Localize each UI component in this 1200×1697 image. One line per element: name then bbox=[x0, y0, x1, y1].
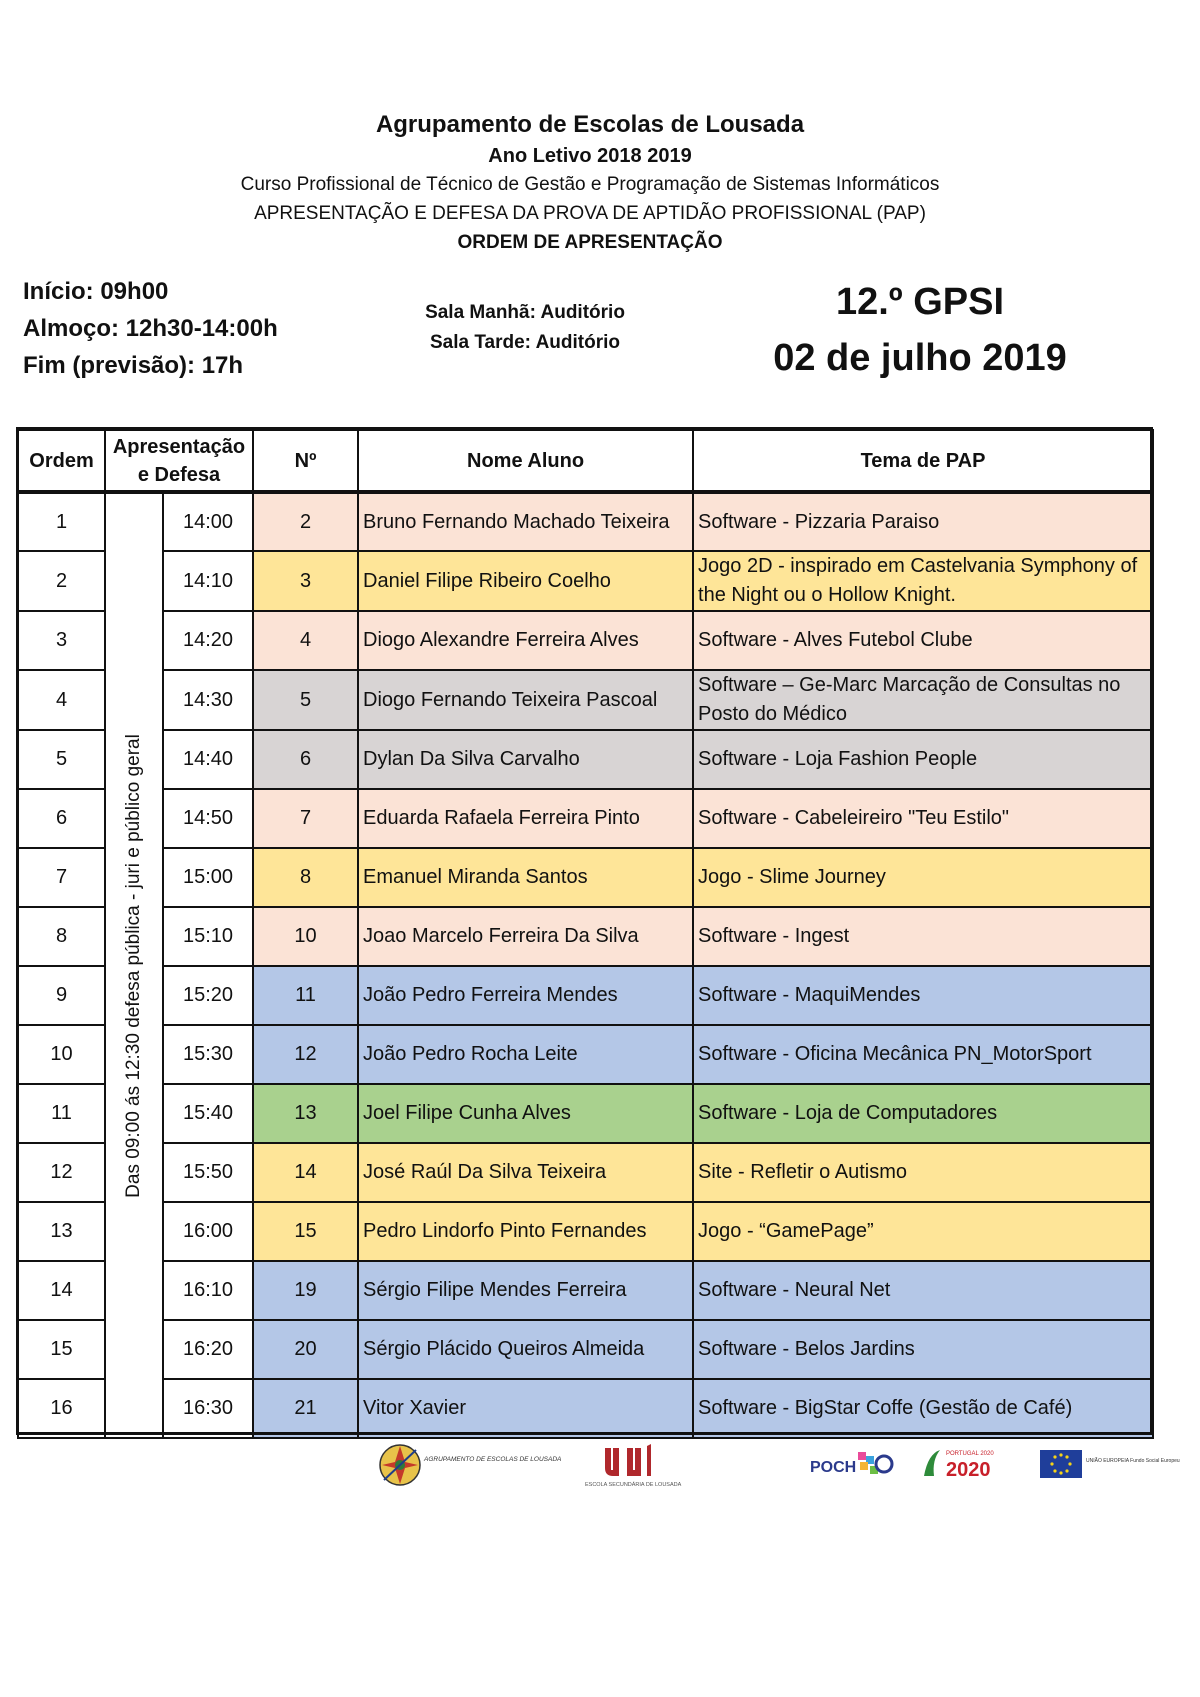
number-cell: 21 bbox=[253, 1379, 358, 1438]
number-cell: 13 bbox=[253, 1084, 358, 1143]
table-row bbox=[18, 1261, 1153, 1320]
number-cell: 3 bbox=[253, 551, 358, 611]
order-cell: 12 bbox=[18, 1143, 105, 1202]
number-cell: 12 bbox=[253, 1025, 358, 1084]
order-cell: 13 bbox=[18, 1202, 105, 1261]
table-row bbox=[18, 789, 1153, 848]
schedule-info bbox=[23, 273, 278, 384]
time-cell: 16:30 bbox=[163, 1379, 253, 1438]
time-cell: 14:40 bbox=[163, 730, 253, 789]
student-name-cell: José Raúl Da Silva Teixeira bbox=[358, 1143, 693, 1202]
order-cell: 7 bbox=[18, 848, 105, 907]
order-title: ORDEM DE APRESENTAÇÃO bbox=[457, 232, 723, 253]
theme-cell: Software - Loja Fashion People bbox=[693, 730, 1153, 789]
student-name-cell: Daniel Filipe Ribeiro Coelho bbox=[358, 551, 693, 611]
time-cell: 16:20 bbox=[163, 1320, 253, 1379]
theme-cell: Software - BigStar Coffe (Gestão de Café) bbox=[693, 1379, 1153, 1438]
theme-cell: Software - Oficina Mecânica PN_MotorSport bbox=[693, 1025, 1153, 1084]
time-cell: 14:50 bbox=[163, 789, 253, 848]
escola-secundaria-emblem-icon bbox=[585, 1442, 705, 1490]
logo-strip bbox=[0, 1440, 1200, 1500]
student-name-cell: Diogo Fernando Teixeira Pascoal bbox=[358, 670, 693, 730]
number-cell: 10 bbox=[253, 907, 358, 966]
table-row bbox=[18, 1379, 1153, 1438]
table-row bbox=[18, 492, 1153, 551]
time-cell: 15:40 bbox=[163, 1084, 253, 1143]
end-time: Fim (previsão): 17h bbox=[23, 352, 244, 379]
agrupamento-logo-text: AGRUPAMENTO DE ESCOLAS DE LOUSADA bbox=[424, 1456, 562, 1463]
theme-cell: Software - MaquiMendes bbox=[693, 966, 1153, 1025]
eu-flag-icon bbox=[1040, 1450, 1180, 1480]
theme-cell: Software - Neural Net bbox=[693, 1261, 1153, 1320]
header-student: Nome Aluno bbox=[358, 430, 693, 492]
time-cell: 15:20 bbox=[163, 966, 253, 1025]
header-order: Ordem bbox=[18, 430, 105, 492]
agrupamento-logo bbox=[378, 1440, 562, 1490]
portugal2020-logo bbox=[920, 1446, 1016, 1482]
student-name-cell: João Pedro Ferreira Mendes bbox=[358, 966, 693, 1025]
table-row bbox=[18, 1320, 1153, 1379]
order-cell: 10 bbox=[18, 1025, 105, 1084]
order-cell: 15 bbox=[18, 1320, 105, 1379]
student-name-cell: Dylan Da Silva Carvalho bbox=[358, 730, 693, 789]
time-cell: 14:00 bbox=[163, 492, 253, 551]
portugal2020-emblem-icon bbox=[920, 1446, 1016, 1482]
school-year: Ano Letivo 2018 2019 bbox=[488, 145, 692, 167]
table-row bbox=[18, 1202, 1153, 1261]
number-cell: 15 bbox=[253, 1202, 358, 1261]
theme-cell: Software – Ge-Marc Marcação de Consultas no Posto do Médico bbox=[693, 670, 1153, 730]
agrupamento-emblem-icon bbox=[378, 1440, 562, 1490]
student-name-cell: Vitor Xavier bbox=[358, 1379, 693, 1438]
student-name-cell: Joel Filipe Cunha Alves bbox=[358, 1084, 693, 1143]
theme-cell: Site - Refletir o Autismo bbox=[693, 1143, 1153, 1202]
room-info bbox=[400, 298, 650, 358]
theme-cell: Jogo - Slime Journey bbox=[693, 848, 1153, 907]
student-name-cell: Sérgio Filipe Mendes Ferreira bbox=[358, 1261, 693, 1320]
student-name-cell: Emanuel Miranda Santos bbox=[358, 848, 693, 907]
table-header-row bbox=[18, 430, 1153, 492]
order-cell: 2 bbox=[18, 551, 105, 611]
time-cell: 15:30 bbox=[163, 1025, 253, 1084]
order-cell: 11 bbox=[18, 1084, 105, 1143]
time-cell: 14:30 bbox=[163, 670, 253, 730]
time-cell: 16:00 bbox=[163, 1202, 253, 1261]
poch-logo bbox=[808, 1446, 898, 1484]
presentation-date: 02 de julho 2019 bbox=[773, 337, 1067, 379]
student-name-cell: Diogo Alexandre Ferreira Alves bbox=[358, 611, 693, 670]
number-cell: 6 bbox=[253, 730, 358, 789]
student-name-cell: Bruno Fernando Machado Teixeira bbox=[358, 492, 693, 551]
poch-logo-text: POCH bbox=[810, 1459, 857, 1476]
student-name-cell: Joao Marcelo Ferreira Da Silva bbox=[358, 907, 693, 966]
table-row bbox=[18, 730, 1153, 789]
table-row bbox=[18, 907, 1153, 966]
header-number: Nº bbox=[253, 430, 358, 492]
poch-emblem-icon bbox=[808, 1446, 898, 1484]
vertical-note: Das 09:00 ás 12:30 defesa pública - juri e público geral bbox=[123, 733, 144, 1198]
theme-cell: Software - Belos Jardins bbox=[693, 1320, 1153, 1379]
number-cell: 14 bbox=[253, 1143, 358, 1202]
order-cell: 16 bbox=[18, 1379, 105, 1438]
presentation-table bbox=[17, 429, 1154, 1439]
table-row bbox=[18, 611, 1153, 670]
theme-cell: Software - Alves Futebol Clube bbox=[693, 611, 1153, 670]
time-cell: 16:10 bbox=[163, 1261, 253, 1320]
table-row bbox=[18, 1143, 1153, 1202]
number-cell: 5 bbox=[253, 670, 358, 730]
time-cell: 14:10 bbox=[163, 551, 253, 611]
theme-cell: Jogo - “GamePage” bbox=[693, 1202, 1153, 1261]
event-title: APRESENTAÇÃO E DEFESA DA PROVA DE APTIDÃO PROFISSIONAL (PAP) bbox=[254, 203, 926, 224]
time-cell: 15:50 bbox=[163, 1143, 253, 1202]
start-time: Início: 09h00 bbox=[23, 278, 169, 305]
number-cell: 8 bbox=[253, 848, 358, 907]
number-cell: 11 bbox=[253, 966, 358, 1025]
school-name: Agrupamento de Escolas de Lousada bbox=[375, 111, 805, 138]
header-presentation: Apresentação e Defesa bbox=[105, 430, 253, 492]
order-cell: 4 bbox=[18, 670, 105, 730]
time-cell: 15:10 bbox=[163, 907, 253, 966]
theme-cell: Software - Cabeleireiro "Teu Estilo" bbox=[693, 789, 1153, 848]
order-cell: 5 bbox=[18, 730, 105, 789]
class-name: 12.º GPSI bbox=[835, 281, 1005, 323]
document-header bbox=[0, 108, 1180, 257]
order-cell: 14 bbox=[18, 1261, 105, 1320]
number-cell: 2 bbox=[253, 492, 358, 551]
student-name-cell: Sérgio Plácido Queiros Almeida bbox=[358, 1320, 693, 1379]
course-name: Curso Profissional de Técnico de Gestão e Programação de Sistemas Informáticos bbox=[240, 174, 940, 195]
theme-cell: Software - Loja de Computadores bbox=[693, 1084, 1153, 1143]
table-row bbox=[18, 551, 1153, 611]
number-cell: 19 bbox=[253, 1261, 358, 1320]
time-cell: 14:20 bbox=[163, 611, 253, 670]
eu-logo-text: UNIÃO EUROPEIA Fundo Social Europeu bbox=[1086, 1458, 1180, 1464]
theme-cell: Software - Ingest bbox=[693, 907, 1153, 966]
table-row bbox=[18, 966, 1153, 1025]
time-cell: 15:00 bbox=[163, 848, 253, 907]
student-name-cell: João Pedro Rocha Leite bbox=[358, 1025, 693, 1084]
number-cell: 7 bbox=[253, 789, 358, 848]
morning-room: Sala Manhã: Auditório bbox=[425, 302, 625, 323]
escola-secundaria-logo-text: ESCOLA SECUNDÁRIA DE LOUSADA bbox=[585, 1482, 682, 1488]
eu-logo bbox=[1040, 1450, 1180, 1480]
student-name-cell: Eduarda Rafaela Ferreira Pinto bbox=[358, 789, 693, 848]
order-cell: 1 bbox=[18, 492, 105, 551]
theme-cell: Jogo 2D - inspirado em Castelvania Symphony of the Night ou o Hollow Knight. bbox=[693, 551, 1153, 611]
order-cell: 3 bbox=[18, 611, 105, 670]
order-cell: 6 bbox=[18, 789, 105, 848]
student-name-cell: Pedro Lindorfo Pinto Fernandes bbox=[358, 1202, 693, 1261]
table-row bbox=[18, 1025, 1153, 1084]
portugal2020-logo-text: PORTUGAL 2020 bbox=[946, 1451, 994, 1457]
number-cell: 20 bbox=[253, 1320, 358, 1379]
table-row bbox=[18, 1084, 1153, 1143]
table-row bbox=[18, 670, 1153, 730]
escola-secundaria-logo bbox=[585, 1442, 705, 1490]
table-row bbox=[18, 848, 1153, 907]
number-cell: 4 bbox=[253, 611, 358, 670]
order-cell: 9 bbox=[18, 966, 105, 1025]
afternoon-room: Sala Tarde: Auditório bbox=[429, 332, 621, 353]
header-theme: Tema de PAP bbox=[693, 430, 1153, 492]
vertical-note-cell bbox=[105, 492, 163, 1438]
order-cell: 8 bbox=[18, 907, 105, 966]
class-info bbox=[740, 274, 1100, 386]
table-body bbox=[18, 492, 1153, 1438]
lunch-time: Almoço: 12h30-14:00h bbox=[23, 315, 278, 342]
theme-cell: Software - Pizzaria Paraiso bbox=[693, 492, 1153, 551]
svg-text:2020: 2020 bbox=[946, 1459, 991, 1481]
